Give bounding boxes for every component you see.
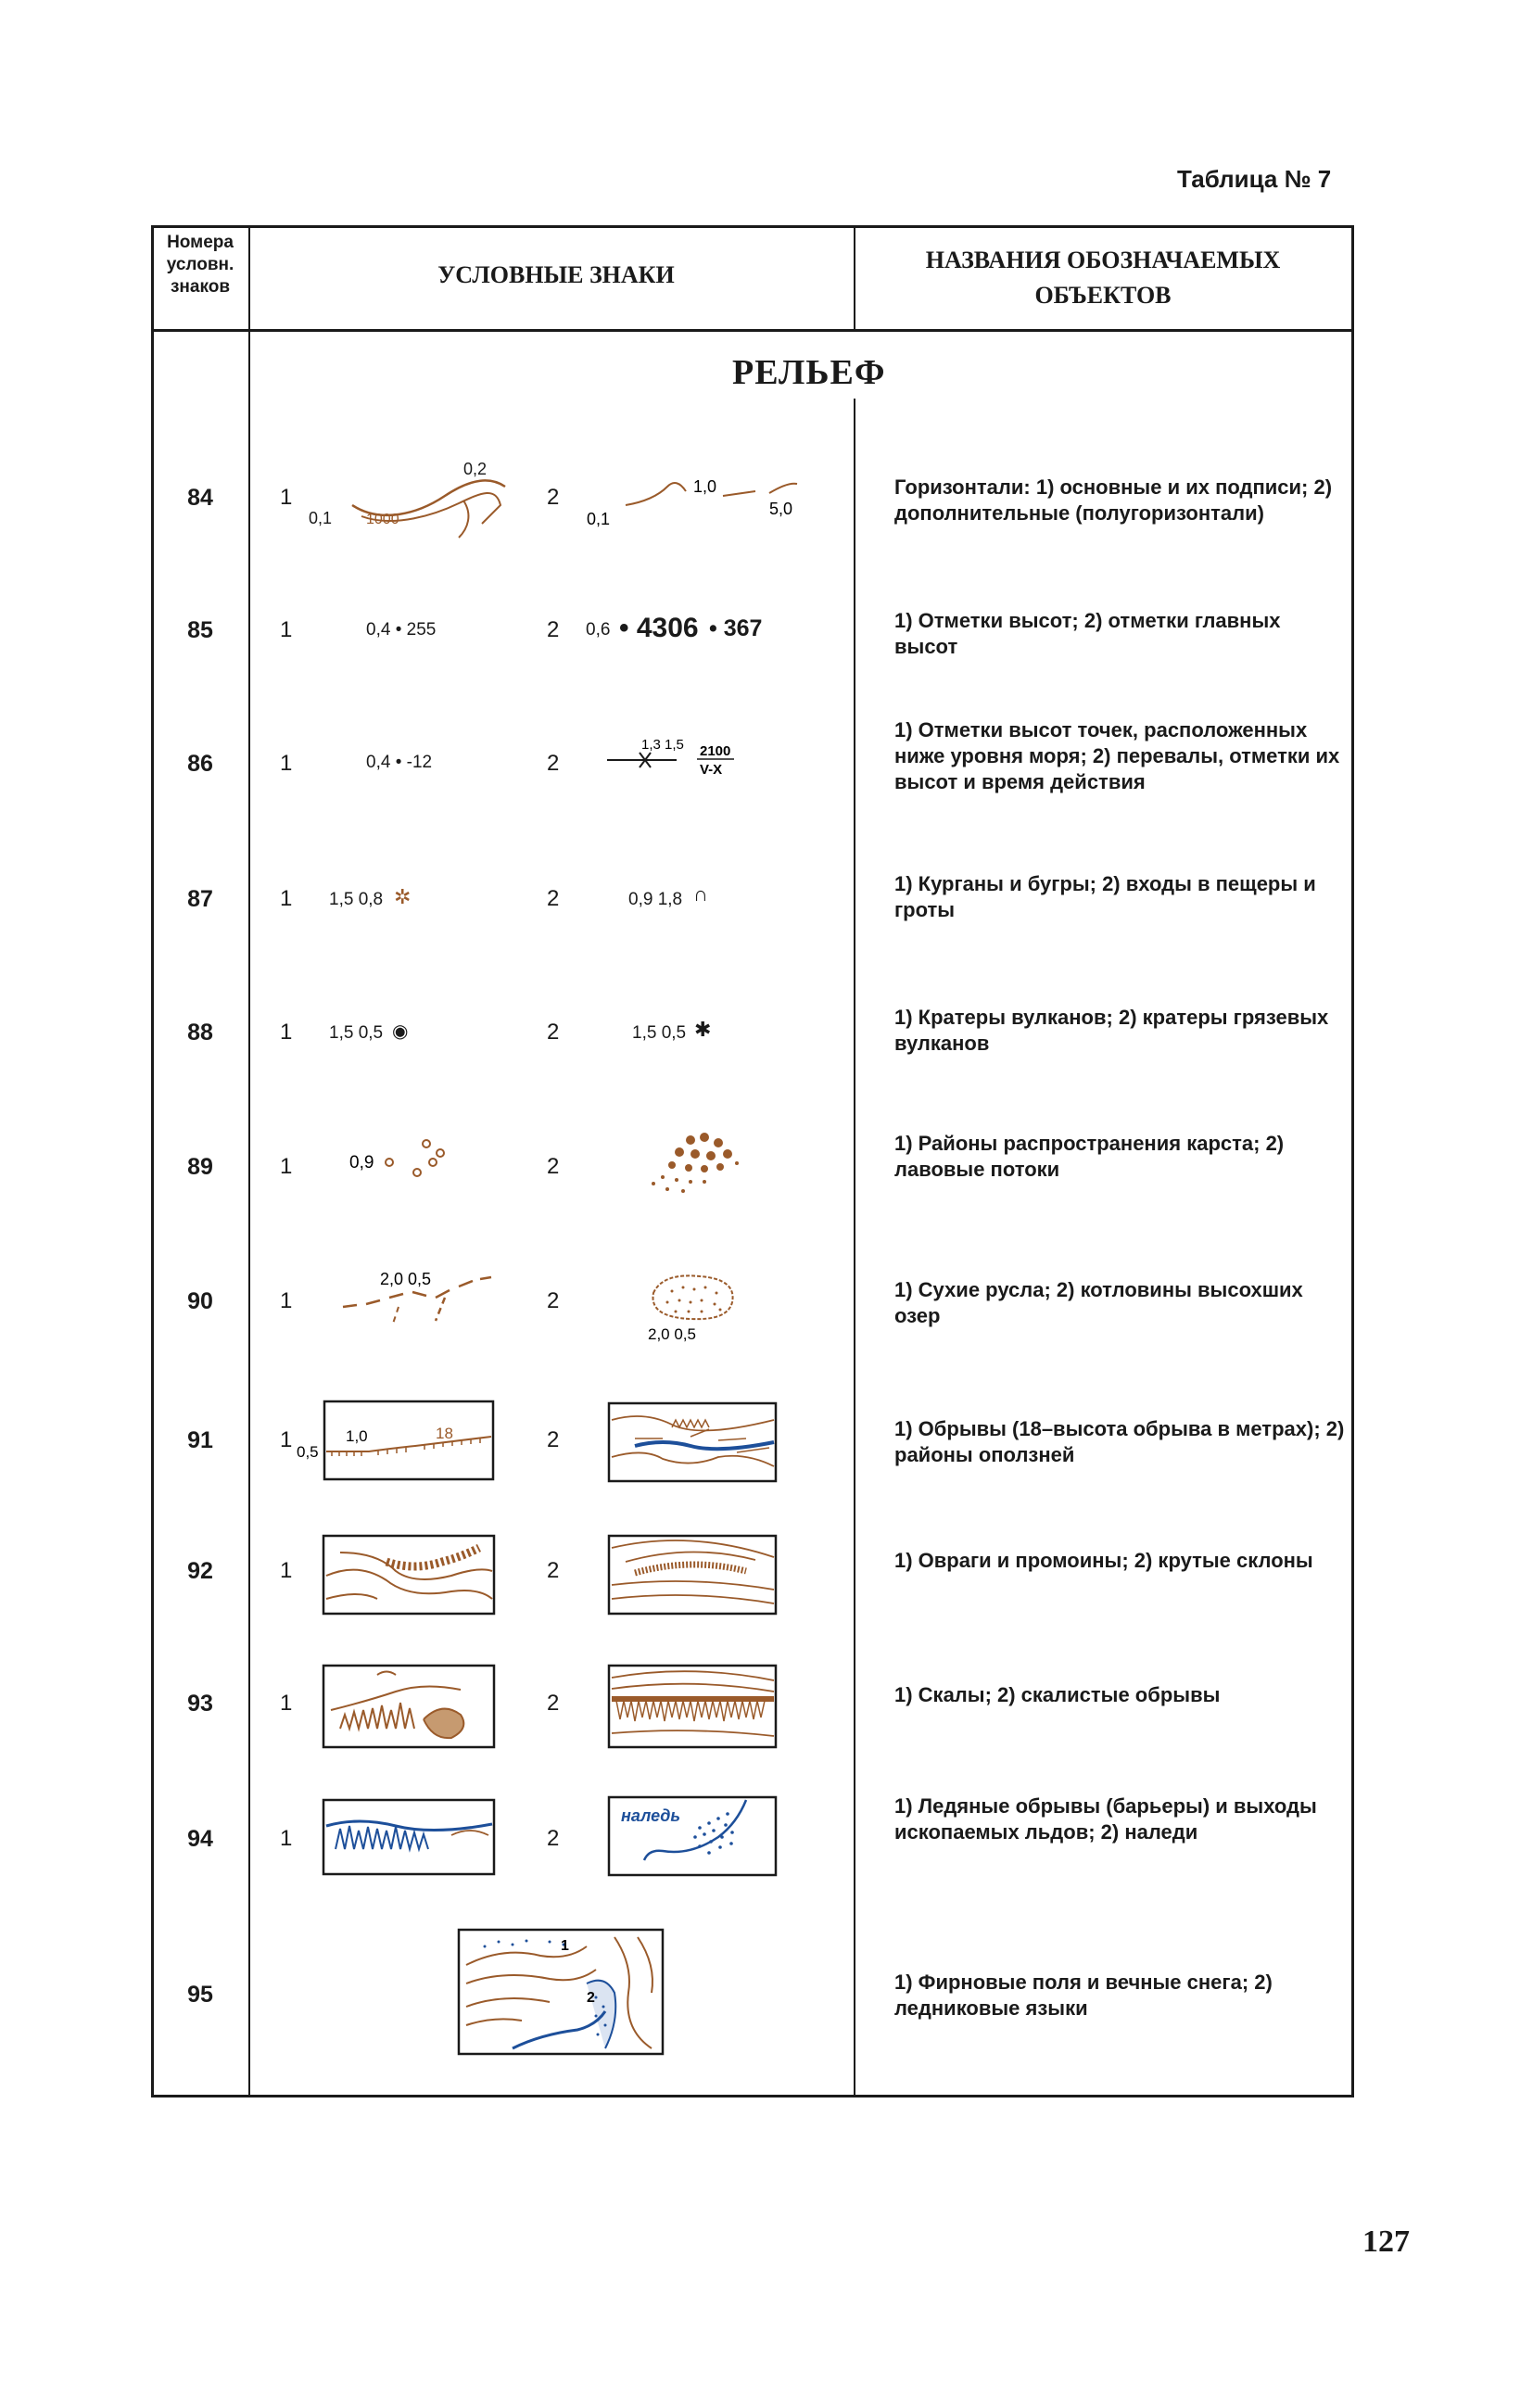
variant-2-label: 2: [547, 1691, 560, 1716]
header-col-signs: УСЛОВНЫЕ ЗНАКИ: [437, 261, 675, 288]
row-number: 95: [187, 1982, 213, 2008]
cave-entrance-icon: ∩: [693, 882, 708, 906]
variant-2-label: 2: [547, 1826, 560, 1851]
variant-1-label: 1: [280, 1826, 293, 1851]
dried-lake-symbol: [635, 1265, 755, 1344]
symbol-label: 18: [436, 1425, 453, 1442]
variant-2-label: 2: [547, 1558, 560, 1583]
row-description: 1) Курганы и бугры; 2) входы в пещеры и гроты: [894, 872, 1316, 921]
symbol-label: 0,9 1,8: [628, 890, 683, 909]
height-mark-symbol: 0,4 • 255: [366, 620, 437, 640]
row-number: 88: [187, 1020, 213, 1046]
variant-2-label: 2: [547, 751, 560, 776]
variant-1-label: 1: [280, 1020, 293, 1045]
symbol-label: 5,0: [769, 500, 793, 518]
variant-2-label: 2: [547, 1020, 560, 1045]
variant-1-label: 1: [280, 886, 293, 911]
variant-1-label: 1: [280, 617, 293, 642]
landslide-symbol: [607, 1401, 779, 1483]
variant-1-label: 1: [280, 751, 293, 776]
symbol-label: 2: [587, 1990, 595, 2006]
symbol-label: 0,9: [349, 1153, 374, 1172]
rocks-symbol: [322, 1664, 498, 1752]
steep-slope-symbol: [607, 1534, 779, 1617]
row-description: 1) Районы распространения карста; 2) лавовые потоки: [894, 1132, 1285, 1181]
dry-riverbed-symbol: [334, 1270, 500, 1335]
row-number: 84: [187, 485, 213, 511]
symbol-label: 1,5 0,5: [329, 1023, 384, 1043]
symbol-label: 2,0 0,5: [648, 1325, 696, 1343]
half-contour-symbol: [584, 463, 806, 538]
row-description: 1) Овраги и промоины; 2) крутые склоны: [894, 1549, 1313, 1572]
symbol-label: 1,5 0,8: [329, 890, 384, 909]
symbol-label: 1,5 0,5: [632, 1023, 687, 1043]
symbol-label: 2100: [700, 743, 731, 759]
col-divider-2: [854, 225, 855, 329]
symbol-label: 0,5: [297, 1443, 319, 1461]
row-description: 1) Отметки высот; 2) отметки главных высот: [894, 609, 1281, 658]
variant-2-label: 2: [547, 617, 560, 642]
ice-cliff-symbol: [322, 1798, 498, 1877]
row-description: Горизонтали: 1) основные и их подписи; 2) дополнительные (полугоризонтали): [894, 475, 1333, 525]
symbol-label: 1,0: [693, 477, 717, 496]
col-divider-1: [248, 225, 250, 2097]
page-number: 127: [1362, 2224, 1410, 2259]
karst-symbol: [348, 1131, 468, 1196]
col-divider-2b: [854, 399, 855, 2097]
symbol-label: 0,1: [587, 510, 611, 528]
variant-1-label: 1: [280, 1558, 293, 1583]
symbol-label: 2,0 0,5: [380, 1270, 432, 1288]
mound-icon: ✲: [394, 885, 412, 908]
symbol-label: 0,6: [586, 620, 611, 640]
variant-1-label: 1: [280, 1427, 293, 1452]
variant-2-label: 2: [547, 886, 560, 911]
variant-1-label: 1: [280, 485, 293, 510]
row-description: 1) Скалы; 2) скалистые обрывы: [894, 1683, 1221, 1706]
row-description: 1) Фирновые поля и вечные снега; 2) ледниковые языки: [894, 1971, 1273, 2020]
row-description: 1) Обрывы (18–высота обрыва в метрах); 2) районы оползней: [894, 1417, 1345, 1466]
symbol-label: 1: [561, 1938, 569, 1954]
symbol-label: наледь: [621, 1806, 681, 1825]
row-description: 1) Кратеры вулканов; 2) кратеры грязевых вулканов: [894, 1006, 1329, 1055]
pass-symbol: [602, 732, 751, 788]
section-title: РЕЛЬЕФ: [732, 353, 886, 392]
glacier-symbol: [457, 1928, 665, 2058]
header-col-num: Номера условн. знаков: [166, 233, 234, 297]
variant-1-label: 1: [280, 1288, 293, 1313]
variant-1-label: 1: [280, 1154, 293, 1179]
rocky-cliff-symbol: [607, 1664, 779, 1752]
row-description: 1) Сухие русла; 2) котловины высохших озер: [894, 1278, 1303, 1327]
symbol-label: 0,1: [309, 509, 333, 527]
row-number: 93: [187, 1691, 213, 1717]
below-sea-mark-symbol: 0,4 • -12: [366, 753, 433, 772]
symbol-label: 0,2: [463, 460, 488, 478]
height-mark-symbol: • 367: [709, 615, 763, 641]
lava-flow-symbol: [635, 1126, 755, 1200]
volcano-crater-icon: ◉: [392, 1021, 409, 1042]
table-label: Таблица № 7: [1177, 165, 1332, 193]
contour-lines-symbol: [306, 459, 510, 547]
variant-2-label: 2: [547, 1154, 560, 1179]
row-number: 94: [187, 1826, 213, 1852]
header-bottom-rule: [151, 329, 1354, 332]
variant-2-label: 2: [547, 485, 560, 510]
row-description: 1) Отметки высот точек, расположенных ниже уровня моря; 2) перевалы, отметки их высот и время действия: [894, 718, 1340, 793]
symbol-label: 1,3 1,5: [641, 737, 684, 753]
variant-2-label: 2: [547, 1288, 560, 1313]
row-number: 92: [187, 1558, 213, 1584]
row-number: 87: [187, 886, 213, 912]
variant-2-label: 2: [547, 1427, 560, 1452]
symbol-label: 1000: [366, 512, 399, 527]
row-number: 90: [187, 1288, 213, 1314]
cliff-symbol: [295, 1400, 499, 1483]
row-description: 1) Ледяные обрывы (барьеры) и выходы ископаемых льдов; 2) наледи: [894, 1794, 1317, 1844]
row-number: 85: [187, 617, 213, 643]
header-col-names: НАЗВАНИЯ ОБОЗНАЧАЕМЫХ ОБЪЕКТОВ: [925, 247, 1281, 309]
main-height-mark-symbol: • 4306: [619, 613, 699, 643]
row-number: 86: [187, 751, 213, 777]
symbol-label: 1,0: [346, 1427, 368, 1445]
row-number: 89: [187, 1154, 213, 1180]
row-number: 91: [187, 1427, 213, 1453]
ravine-symbol: [322, 1534, 498, 1617]
symbol-label: V-X: [700, 762, 723, 778]
variant-1-label: 1: [280, 1691, 293, 1716]
mud-volcano-icon: ✱: [694, 1018, 712, 1041]
icing-symbol: [607, 1795, 779, 1879]
